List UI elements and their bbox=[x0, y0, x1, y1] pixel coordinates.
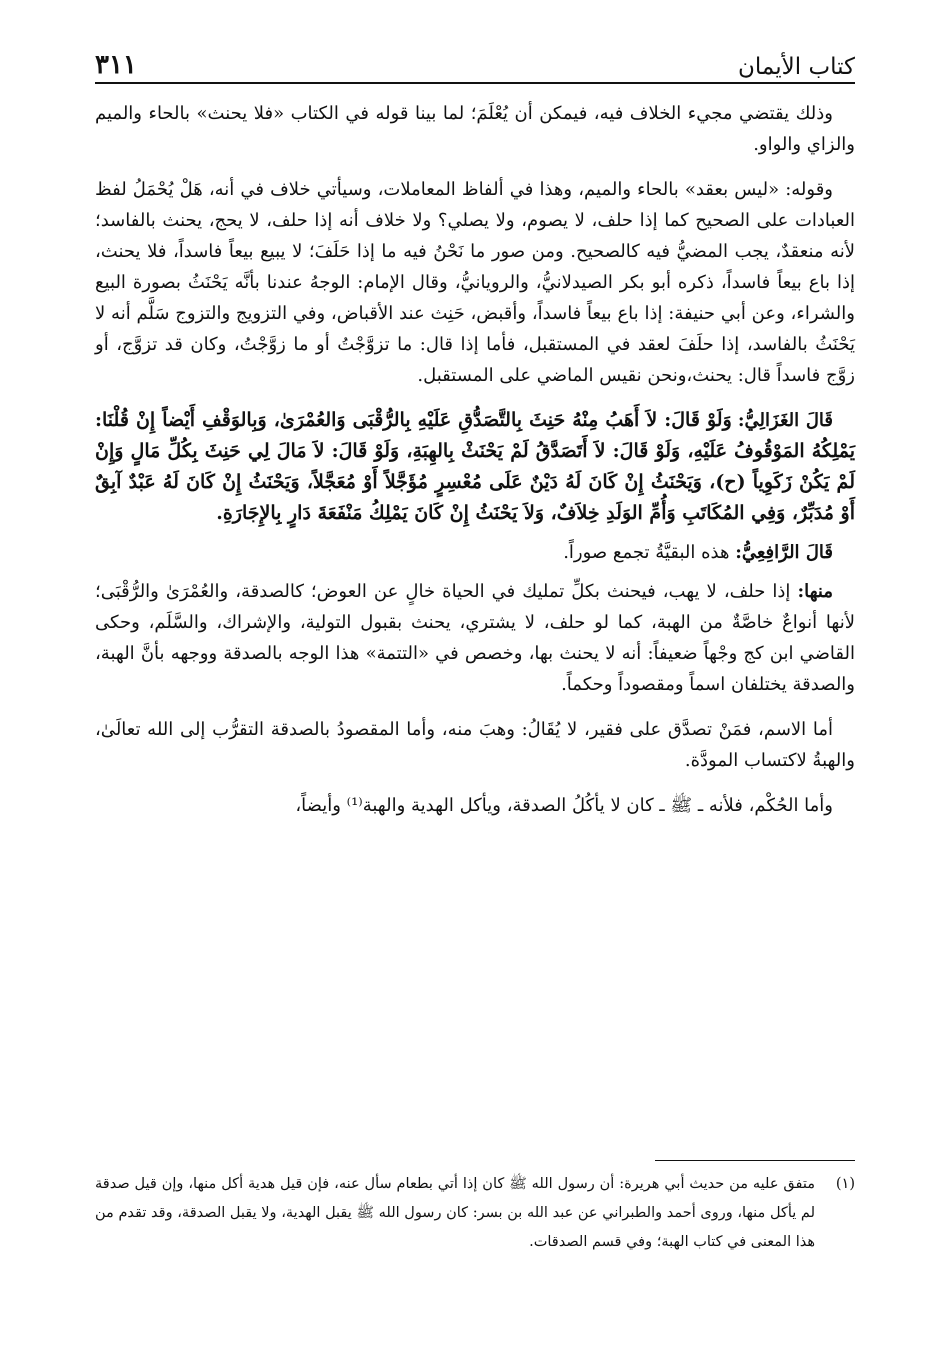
paragraph-text: وقوله: «ليس بعقد» بالحاء والميم، وهذا في ألفاظ المعاملات، وسيأتي خلاف في أنه، هَلْ يُحْمَلُ لفظ العبادات على الصحيح كما إذا حلف، لا يصوم، ولا يصلي؟ ولا خلاف أنه إذا حلف، لا يحج، يحنث بالفاسد؛ لأنه منعقدٌ، يجب المضيُّ فيه كالصحيح. ومن صور ما نَحْنُ فيه ما إذا حَلَفَ؛ لا يبيع بيعاً فاسداً، فلا يحنث، إذا باع بيعاً فاسداً، ذكره أبو بكر الصيدلانيُّ، والرويانيُّ، وقال الإمام: الوجهُ عندنا بأنَّه يَحْنَثُ بصورة البيع والشراء، وعن أبي حنيفة: إذا باع بيعاً فاسداً، وأقبض، حَنِث عند الأقباض، وفي التزويج والتزوج سَلَّم أنه لا يَحْنَثُ بالفاسد، إذا حلَفَ لعقد في المستقبل، فأما إذا قال: ما تزوَّجْتُ أو ما زوَّجْتُ، وكان قد تزوَّج، أو زوَّج فاسداً قال: يحنث،ونحن نقيس الماضي على المستقبل. bbox=[95, 179, 855, 386]
paragraph-7 bbox=[95, 790, 855, 821]
paragraph-text: أما الاسم، فمَنْ تصدَّق على فقير، لا يُقَالُ: وهبَ منه، وأما المقصودُ بالصدقة التقرُّب إلى الله تعالَىٰ، والهبةُ لاكتساب المودَّة. bbox=[95, 719, 855, 771]
chapter-title: كتاب الأيمان bbox=[738, 54, 855, 80]
speaker-label: قَالَ الغَزَالِيُّ: bbox=[737, 410, 833, 431]
speaker-label: منها: bbox=[797, 581, 833, 602]
paragraph-5 bbox=[95, 576, 855, 700]
paragraph-6 bbox=[95, 714, 855, 776]
paragraph-rafii bbox=[95, 537, 855, 568]
running-header bbox=[95, 40, 855, 80]
paragraph-matn-ghazali bbox=[95, 405, 855, 529]
matn-text: وَلَوْ قَالَ: لاَ أَهَبُ مِنْهُ حَنِثَ بِالتَّصَدُّقِ عَلَيْهِ بِالرُّقْبَى وَالعُمْرَىٰ، وَبِالوَقْفِ أَيْضاً إِنْ قُلْنَا: يَمْلِكُهُ المَوْقُوفُ عَلَيْهِ، وَلَوْ قَالَ: لاَ أَتَصَدَّقُ لَمْ يَحْنَثْ بِالهِبَةِ، وَلَوْ قَالَ: لاَ مَالَ لِي حَنِثَ بِكُلِّ مَالٍ وَإِنْ لَمْ يَكُنْ زَكَوِياً (ح)، وَيَحْنَثُ إِنْ كَانَ لَهُ دَيْنٌ عَلَى مُعْسِرٍ مُؤَجَّلاً أَوْ مُعَجَّلاً، وَيَحْنَثُ إِنْ كَانَ لَهُ عَبْدٌ آبِقٌ أَوْ مُدَبِّرٌ، وَفِي المُكَاتَبِ وَأُمِّ الوَلَدِ خِلاَفٌ، وَلاَ يَحْنَثُ إِنْ كَانَ يَمْلِكُ مَنْفَعَةَ دَارٍ بِالإِجَارَةِ. bbox=[95, 409, 855, 524]
footnote-1 bbox=[95, 1170, 855, 1257]
paragraph-text: وأما الحُكْم، فلأنه ـ ﷺ ـ كان لا يأكُلُ الصدقة، ويأكل الهدية والهبة⁽¹⁾ وأيضاً، bbox=[295, 795, 833, 816]
paragraph-1 bbox=[95, 98, 855, 160]
paragraph-text: هذه البقيَّةُ تجمع صوراً. bbox=[563, 542, 730, 563]
paragraph-text: وذلك يقتضي مجيء الخلاف فيه، فيمكن أن يُعْلَمَ؛ لما بينا قوله في الكتاب «فلا يحنث» بالحاء والميم والزاي والواو. bbox=[95, 103, 855, 155]
speaker-label: قَالَ الرَّافِعِيُّ: bbox=[735, 542, 833, 563]
paragraph-text: إذا حلف، لا يهب، فيحنث بكلِّ تمليك في الحياة خالٍ عن العوض؛ كالصدقة، والعُمْرَىٰ والرُّقْبَى؛ لأنها أنواعٌ خاصَّةٌ من الهبة، كما لو حلف، لا يشتري، يحنث بقبول التولية، والإشراك، والسَّلَم، وحكى القاضي ابن كج وجْهاً ضعيفاً: أنه لا يحنث بها، وخصص في «التتمة» هذا الوجه بالصدقة ووجهه بأنَّ الهبة، والصدقة يختلفان اسماً ومقصوداً وحكماً. bbox=[95, 581, 855, 695]
footnote-text: متفق عليه من حديث أبي هريرة: أن رسول الله ﷺ كان إذا أتي بطعام سأل عنه، فإن قيل هدية أكل منها، وإن قيل صدقة لم يأكل منها، وروى أحمد والطبراني عن عبد الله بن بسر: كان رسول الله ﷺ يقبل الهدية، ولا يقبل الصدقة، وقد تقدم من هذا المعنى في كتاب الهبة؛ وفي قسم الصدقات. bbox=[95, 1176, 815, 1250]
main-text bbox=[95, 98, 855, 835]
footnote-rule bbox=[655, 1160, 855, 1161]
footnote-mark: (١) bbox=[835, 1176, 855, 1192]
paragraph-2 bbox=[95, 174, 855, 391]
header-rule bbox=[95, 82, 855, 84]
page-number: ٣١١ bbox=[95, 50, 137, 80]
footnotes bbox=[95, 1170, 855, 1257]
